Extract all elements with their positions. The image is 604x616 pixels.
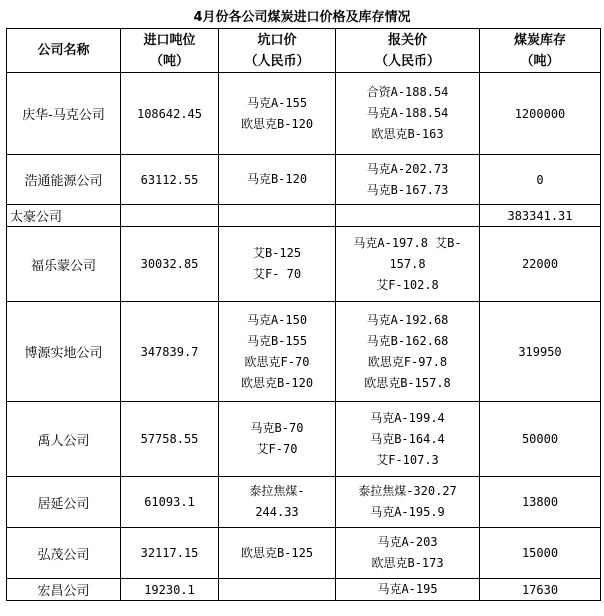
table-title: 4月份各公司煤炭进口价格及库存情况	[193, 10, 411, 25]
inventory-cell: 50000	[480, 402, 601, 477]
header-company: 公司名称	[7, 29, 121, 73]
tonnage-cell: 57758.55	[121, 402, 219, 477]
header-customs-price: 报关价 （人民币）	[336, 29, 480, 73]
company-cell: 浩通能源公司	[7, 155, 121, 205]
tonnage-cell: 108642.45	[121, 73, 219, 155]
inventory-cell: 383341.31	[480, 205, 601, 227]
table-row	[7, 73, 601, 155]
inventory-cell: 17630	[480, 579, 601, 601]
customs-price-cell: 马克A-203 欧思克B-173	[336, 528, 480, 579]
inventory-cell: 15000	[480, 528, 601, 579]
company-cell: 博源实地公司	[7, 302, 121, 402]
table-row	[7, 205, 601, 227]
price-inventory-table	[6, 28, 601, 601]
table-row	[7, 477, 601, 528]
pit-price-cell	[219, 205, 336, 227]
header-inventory: 煤炭库存 （吨）	[480, 29, 601, 73]
pit-price-cell	[219, 579, 336, 601]
tonnage-cell: 32117.15	[121, 528, 219, 579]
pit-price-cell: 马克B-120	[219, 155, 336, 205]
table-row	[7, 402, 601, 477]
table-row	[7, 579, 601, 601]
inventory-cell: 0	[480, 155, 601, 205]
table-row	[7, 227, 601, 302]
pit-price-cell: 马克A-155 欧思克B-120	[219, 73, 336, 155]
table-row	[7, 528, 601, 579]
header-row	[7, 29, 601, 73]
table-row	[7, 155, 601, 205]
inventory-cell: 1200000	[480, 73, 601, 155]
company-cell: 太豪公司	[7, 205, 121, 227]
company-cell: 居延公司	[7, 477, 121, 528]
tonnage-cell: 19230.1	[121, 579, 219, 601]
pit-price-cell: 艾B-125 艾F- 70	[219, 227, 336, 302]
tonnage-cell	[121, 205, 219, 227]
customs-price-cell: 合资A-188.54 马克A-188.54 欧思克B-163	[336, 73, 480, 155]
customs-price-cell	[336, 205, 480, 227]
tonnage-cell: 347839.7	[121, 302, 219, 402]
tonnage-cell: 61093.1	[121, 477, 219, 528]
inventory-cell: 319950	[480, 302, 601, 402]
customs-price-cell: 马克A-199.4 马克B-164.4 艾F-107.3	[336, 402, 480, 477]
company-cell: 禹人公司	[7, 402, 121, 477]
table-row	[7, 302, 601, 402]
tonnage-cell: 63112.55	[121, 155, 219, 205]
customs-price-cell: 马克A-197.8 艾B- 157.8 艾F-102.8	[336, 227, 480, 302]
pit-price-cell: 欧思克B-125	[219, 528, 336, 579]
customs-price-cell: 马克A-202.73 马克B-167.73	[336, 155, 480, 205]
company-cell: 宏昌公司	[7, 579, 121, 601]
pit-price-cell: 马克A-150 马克B-155 欧思克F-70 欧思克B-120	[219, 302, 336, 402]
company-cell: 庆华-马克公司	[7, 73, 121, 155]
company-cell: 弘茂公司	[7, 528, 121, 579]
company-cell: 福乐蒙公司	[7, 227, 121, 302]
customs-price-cell: 马克A-192.68 马克B-162.68 欧思克F-97.8 欧思克B-157.8	[336, 302, 480, 402]
inventory-cell: 13800	[480, 477, 601, 528]
header-pit-price: 坑口价 （人民币）	[219, 29, 336, 73]
inventory-cell: 22000	[480, 227, 601, 302]
customs-price-cell: 马克A-195	[336, 579, 480, 601]
pit-price-cell: 马克B-70 艾F-70	[219, 402, 336, 477]
header-tonnage: 进口吨位 （吨）	[121, 29, 219, 73]
tonnage-cell: 30032.85	[121, 227, 219, 302]
pit-price-cell: 泰拉焦煤- 244.33	[219, 477, 336, 528]
customs-price-cell: 泰拉焦煤-320.27 马克A-195.9	[336, 477, 480, 528]
